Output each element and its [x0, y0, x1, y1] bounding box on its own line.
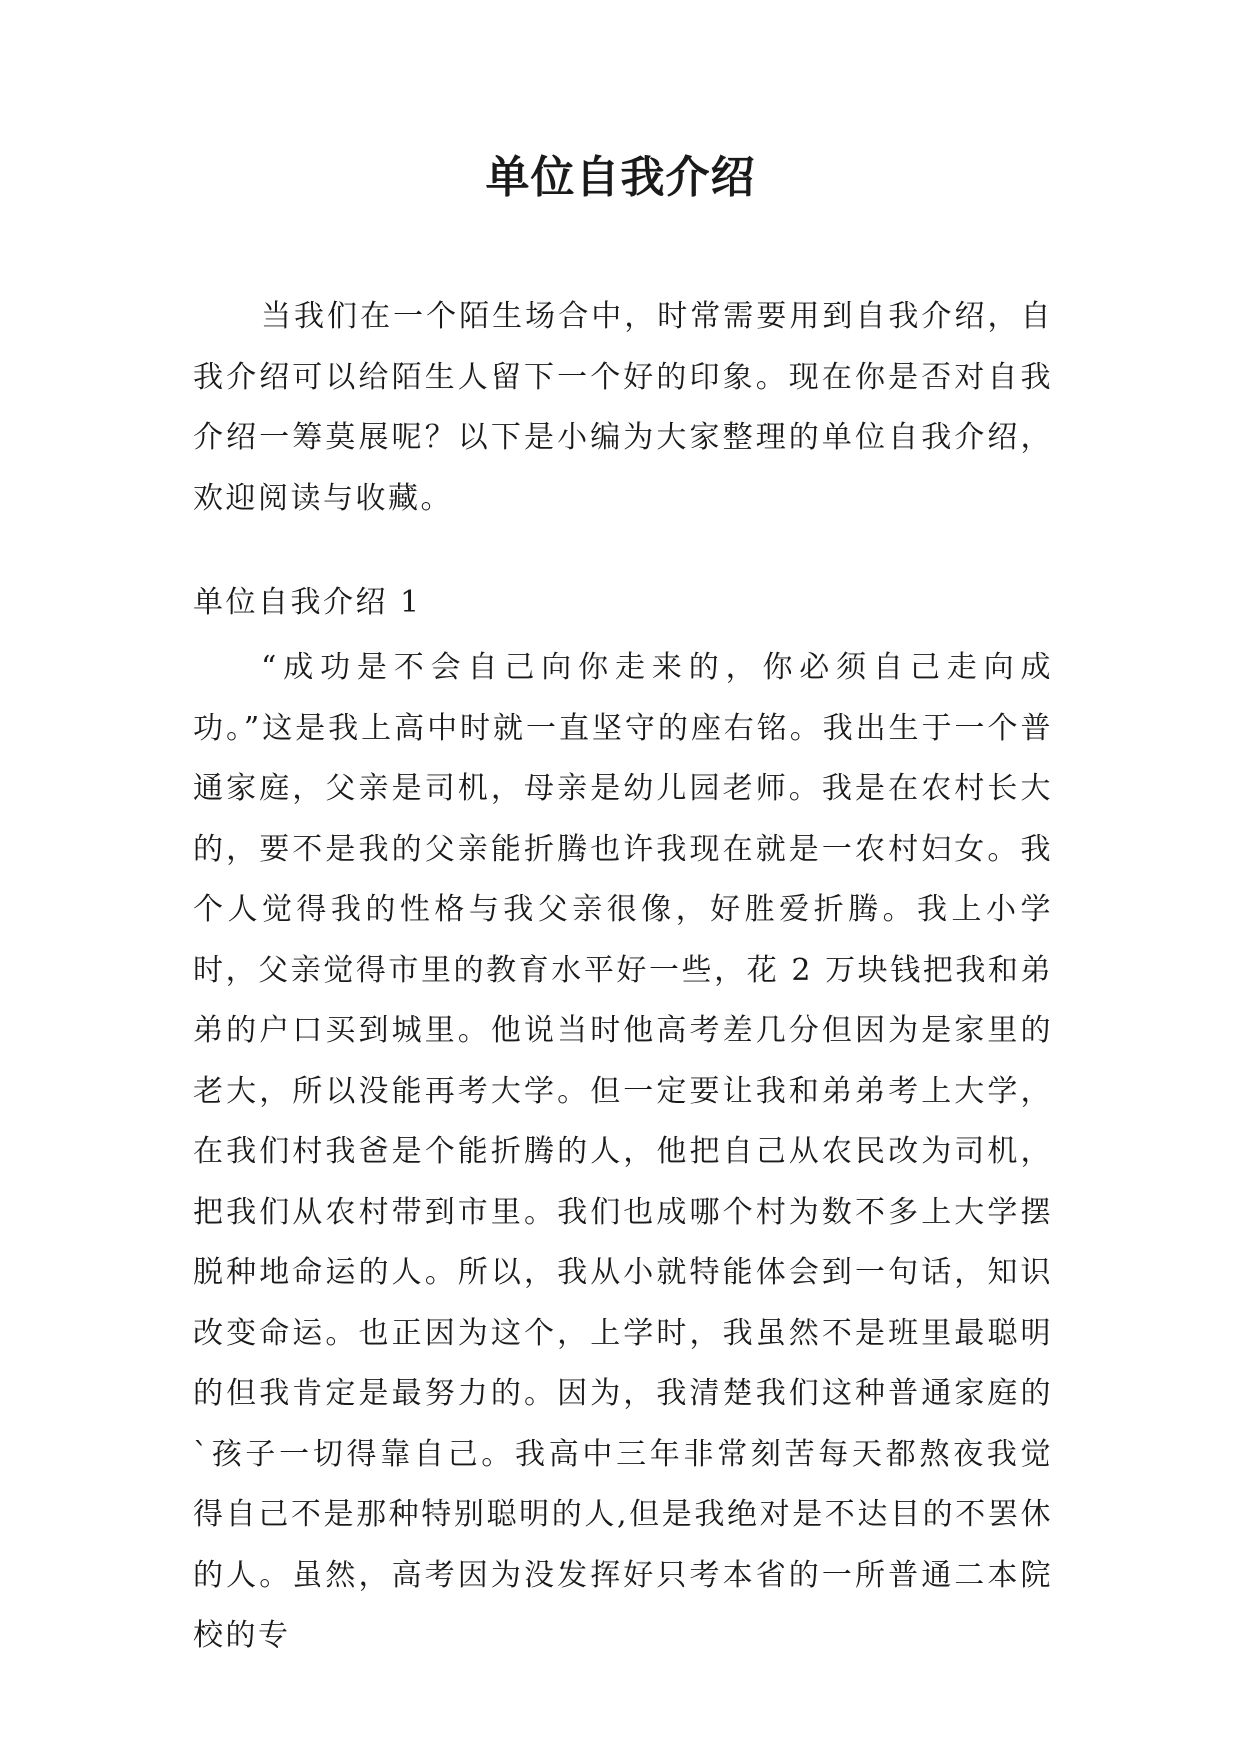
section-paragraph: “成功是不会自己向你走来的，你必须自己走向成功。”这是我上高中时就一直坚守的座右铭。我出生于一个普通家庭，父亲是司机，母亲是幼儿园老师。我是在农村长大的，要不是我的父亲能折腾也许我现在就是一农村妇女。我个人觉得我的性格与我父亲很像，好胜爱折腾。我上小学时，父亲觉得市里的教育水平好一些，花 2 万块钱把我和弟弟的户口买到城里。他说当时他高考差几分但因为是家里的老大，所以没能再考大学。但一定要让我和弟弟考上大学，在我们村我爸是个能折腾的人，他把自己从农民改为司机，把我们从农村带到市里。我们也成哪个村为数不多上大学摆脱种地命运的人。所以，我从小就特能体会到一句话，知识改变命运。也正因为这个，上学时，我虽然不是班里最聪明的但我肯定是最努力的。因为，我清楚我们这种普通家庭的`孩子一切得靠自己。我高中三年非常刻苦每天都熬夜我觉得自己不是那种特别聪明的人,但是我绝对是不达目的不罢休的人。虽然，高考因为没发挥好只考本省的一所普通二本院校的专: [193, 650, 1053, 1653]
intro-paragraph: 当我们在一个陌生场合中，时常需要用到自我介绍，自我介绍可以给陌生人留下一个好的印象。现在你是否对自我介绍一筹莫展呢？以下是小编为大家整理的单位自我介绍，欢迎阅读与收藏。: [193, 299, 1053, 516]
document-title: 单位自我介绍: [485, 152, 756, 203]
section-heading: 单位自我介绍 1: [193, 585, 422, 620]
